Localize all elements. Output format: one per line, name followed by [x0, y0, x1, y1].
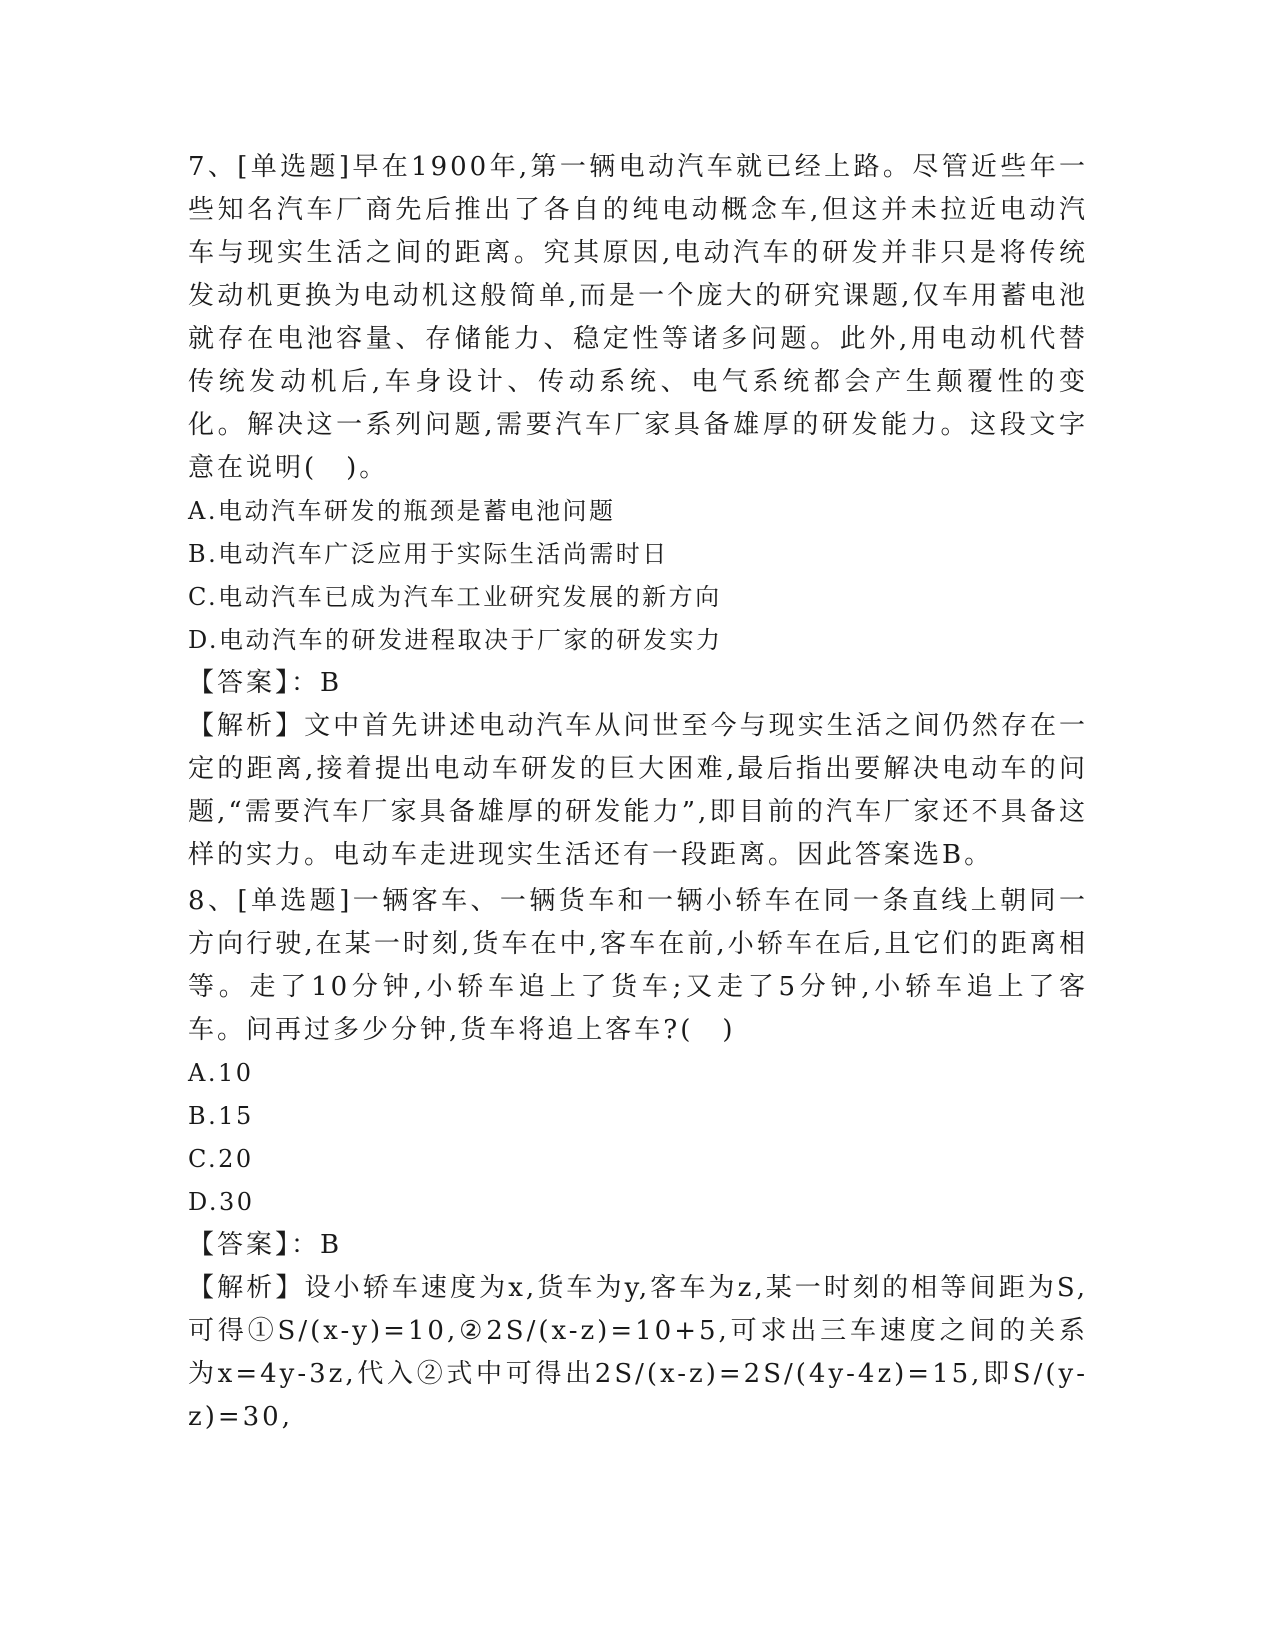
- option-a: A.电动汽车研发的瓶颈是蓄电池问题: [188, 497, 616, 525]
- analysis-paragraph: [188, 1267, 1088, 1439]
- question-stem: 8、[单选题]一辆客车、一辆货车和一辆小轿车在同一条直线上朝同一方向行驶,在某一时刻,货车在中,客车在前,小轿车在后,且它们的距离相等。走了10分钟,小轿车追上了货车;又走了5分钟,小轿车追上了客车。问再过多少分钟,货车将追上客车?( ): [188, 886, 1088, 1045]
- option-d: D.电动汽车的研发进程取决于厂家的研发实力: [188, 626, 723, 654]
- analysis-label: 【解析】: [188, 711, 305, 741]
- analysis-paragraph: [188, 705, 1088, 877]
- document-content: [188, 146, 1088, 1439]
- option-b: B.电动汽车广泛应用于实际生活尚需时日: [188, 540, 669, 568]
- answer-line: [188, 662, 1088, 705]
- answer-value: ：B: [291, 668, 343, 698]
- answer-label: 【答案】: [188, 668, 292, 698]
- option-b: B.15: [188, 1102, 254, 1130]
- option-c: C.电动汽车已成为汽车工业研究发展的新方向: [188, 583, 722, 611]
- answer-value: ：B: [291, 1230, 343, 1260]
- answer-label: 【答案】: [188, 1230, 292, 1260]
- analysis-text: 设小轿车速度为x,货车为y,客车为z,某一时刻的相等间距为S,可得①S/(x-y)=10,②2S/(x-z)=10+5,可求出三车速度之间的关系为x=4y-3z,代入②式中可得出2S/(x-z)=2S/(4y-4z)=15,即S/(y-z)=30,: [188, 1273, 1088, 1432]
- question-stem: 7、[单选题]早在1900年,第一辆电动汽车就已经上路。尽管近些年一些知名汽车厂商先后推出了各自的纯电动概念车,但这并未拉近电动汽车与现实生活之间的距离。究其原因,电动汽车的研发并非只是将传统发动机更换为电动机这般简单,而是一个庞大的研究课题,仅车用蓄电池就存在电池容量、存储能力、稳定性等诸多问题。此外,用电动机代替传统发动机后,车身设计、传动系统、电气系统都会产生颠覆性的变化。解决这一系列问题,需要汽车厂家具备雄厚的研发能力。这段文字意在说明( )。: [188, 152, 1088, 483]
- option-d: D.30: [188, 1188, 255, 1216]
- analysis-text: 文中首先讲述电动汽车从问世至今与现实生活之间仍然存在一定的距离,接着提出电动车研发的巨大困难,最后指出要解决电动车的问题,“需要汽车厂家具备雄厚的研发能力”,即目前的汽车厂家还不具备这样的实力。电动车走进现实生活还有一段距离。因此答案选B。: [188, 711, 1088, 870]
- answer-line: [188, 1224, 1088, 1267]
- question-7: [188, 146, 1088, 877]
- question-8: [188, 880, 1088, 1439]
- option-a: A.10: [188, 1059, 254, 1087]
- analysis-label: 【解析】: [188, 1273, 305, 1303]
- option-c: C.20: [188, 1145, 254, 1173]
